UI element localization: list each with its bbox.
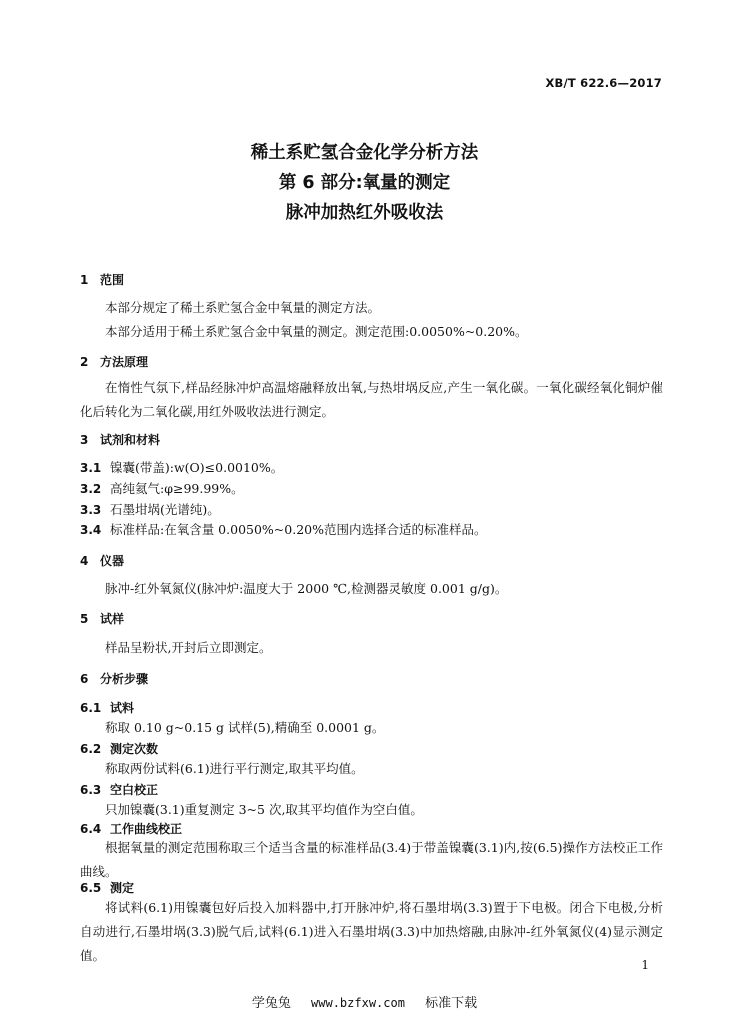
subsection-6-4-heading [80,821,182,837]
section-5-heading [80,611,124,627]
subsection-number: 6.5 [80,881,102,895]
section-4-heading [80,553,124,569]
section-number: 6 [80,672,89,686]
item-text: 石墨坩埚(光谱纯)。 [110,502,220,517]
title-line-1: 稀土系贮氢合金化学分析方法 [250,143,479,163]
item-number: 3.3 [80,503,102,517]
section-number: 5 [80,612,89,626]
section-title: 分析步骤 [100,672,149,686]
subsection-6-3-text: 只加镍囊(3.1)重复测定 3~5 次,取其平均值作为空白值。 [105,802,423,817]
list-item [80,522,486,538]
section-number: 4 [80,554,89,568]
subsection-title: 空白校正 [110,783,159,797]
section-title: 方法原理 [100,355,149,369]
footer-brand: 学兔兔 [251,996,291,1011]
section-5-paragraph: 样品呈粉状,开封后立即测定。 [105,640,272,655]
subsection-title: 工作曲线校正 [110,822,183,836]
section-title: 仪器 [100,554,125,568]
footer-site-link[interactable]: www.bzfxw.com [311,996,405,1010]
section-title: 范围 [100,273,125,287]
section-title: 试样 [100,612,125,626]
subsection-6-3-heading [80,782,158,798]
subsection-number: 6.1 [80,701,102,715]
subsection-6-5-text: 将试料(6.1)用镍囊包好后投入加料器中,打开脉冲炉,将石墨坩埚(3.3)置于下电极。闭合下电极,分析自动进行,石墨坩埚(3.3)脱气后,试料(6.1)进入石墨坩埚(3.3)中加热熔融,由脉冲-红外氧氮仪(4)显示测定值。 [80,900,663,963]
document-code: XB/T 622.6—2017 [545,76,662,90]
item-number: 3.1 [80,461,102,475]
subsection-6-2-heading [80,741,158,757]
footer-watermark [0,992,729,1011]
item-number: 3.2 [80,482,102,496]
document-title [0,138,729,228]
item-text: 高纯氦气:φ≥99.99%。 [110,481,244,496]
section-1-paragraph-1: 本部分规定了稀土系贮氢合金中氧量的测定方法。 [105,300,381,315]
subsection-6-2-text: 称取两份试料(6.1)进行平行测定,取其平均值。 [105,761,364,776]
footer-tagline: 标准下载 [425,996,478,1011]
list-item [80,460,283,476]
subsection-title: 测定 [110,881,135,895]
section-2-paragraph: 在惰性气氛下,样品经脉冲炉高温熔融释放出氧,与热坩埚反应,产生一氧化碳。一氧化碳经氧化铜炉催化后转化为二氧化碳,用红外吸收法进行测定。 [80,380,663,419]
section-title: 试剂和材料 [100,433,161,447]
subsection-number: 6.3 [80,783,102,797]
title-line-2: 第 6 部分:氧量的测定 [278,173,451,193]
subsection-6-1-text: 称取 0.10 g~0.15 g 试样(5),精确至 0.0001 g。 [105,720,385,735]
list-item [80,481,244,497]
section-2-heading [80,354,148,370]
section-6-heading [80,671,148,687]
title-line-3: 脉冲加热红外吸收法 [285,203,444,223]
subsection-title: 测定次数 [110,742,159,756]
section-4-paragraph: 脉冲-红外氧氮仪(脉冲炉:温度大于 2000 ℃,检测器灵敏度 0.001 g/g)。 [105,581,508,596]
subsection-number: 6.4 [80,822,102,836]
item-text: 标准样品:在氧含量 0.0050%~0.20%范围内选择合适的标准样品。 [110,522,487,537]
section-1-paragraph-2: 本部分适用于稀土系贮氢合金中氧量的测定。测定范围:0.0050%~0.20%。 [105,324,528,339]
subsection-6-5-heading [80,880,134,896]
subsection-6-4-text: 根据氧量的测定范围称取三个适当含量的标准样品(3.4)于带盖镍囊(3.1)内,按(6.5)操作方法校正工作曲线。 [80,840,663,879]
subsection-title: 试料 [110,701,135,715]
section-1-heading [80,272,124,288]
section-number: 3 [80,433,89,447]
section-3-heading [80,432,160,448]
item-number: 3.4 [80,523,102,537]
section-number: 1 [80,273,89,287]
list-item [80,502,220,518]
item-text: 镍囊(带盖):w(O)≤0.0010%。 [110,460,284,475]
page-number: 1 [641,958,649,972]
subsection-6-1-heading [80,700,134,716]
section-number: 2 [80,355,89,369]
subsection-number: 6.2 [80,742,102,756]
